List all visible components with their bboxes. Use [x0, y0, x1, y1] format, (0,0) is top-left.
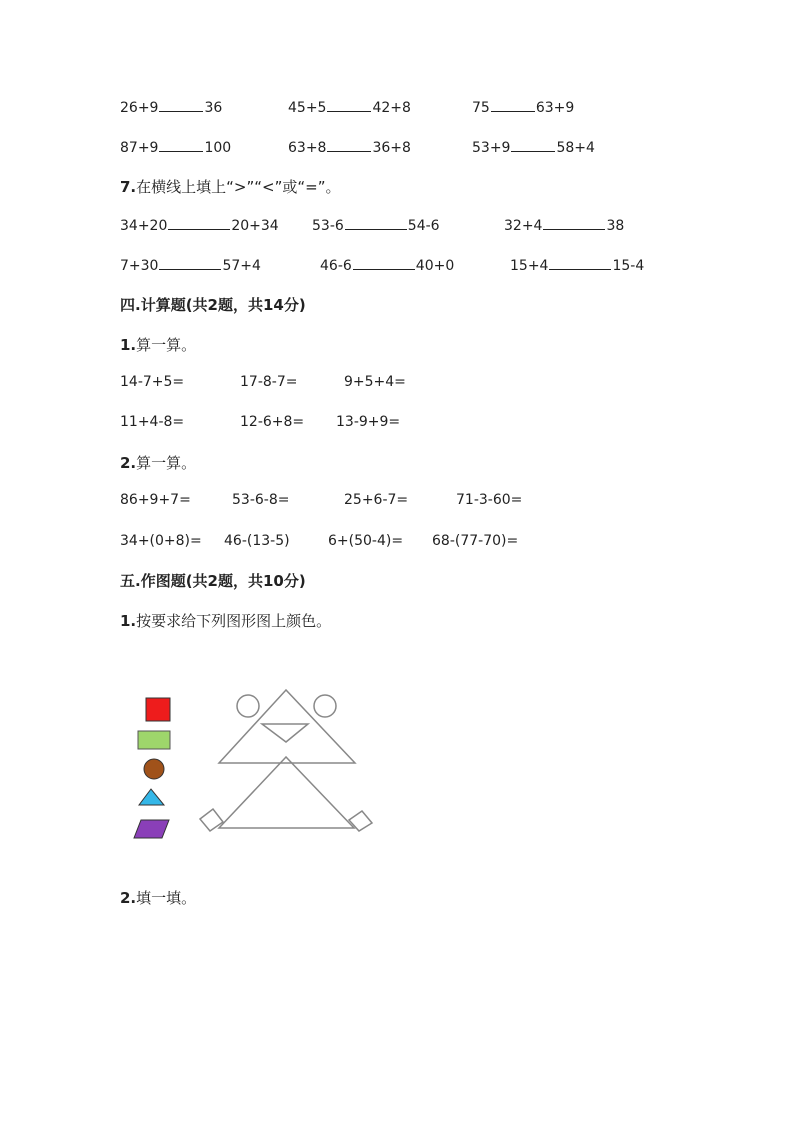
figure-right-ear-circle: [314, 695, 336, 717]
compare-item: 26+9 36: [120, 100, 223, 116]
calc-item: 17-8-7=: [240, 374, 298, 390]
legend-square-icon: [146, 698, 170, 721]
figure-nose-triangle: [262, 724, 308, 742]
calc-item: 25+6-7=: [344, 492, 409, 508]
compare-item: 75 63+9: [472, 100, 575, 116]
legend-rectangle-icon: [138, 731, 170, 749]
calc-item: 71-3-60=: [456, 492, 523, 508]
compare-item: 87+9 100: [120, 140, 232, 156]
calc-item: 6+(50-4)=: [328, 533, 404, 549]
calc-item: 86+9+7=: [120, 492, 191, 508]
compare-item: 32+4 38: [504, 218, 625, 234]
calc-item: 46-(13-5): [224, 533, 290, 549]
legend-triangle-icon: [139, 789, 164, 805]
section-5-question-1-title: 1.按要求给下列图形图上颜色。: [120, 612, 332, 630]
section-4-question-2-title: 2.算一算。: [120, 454, 197, 472]
calc-item: 9+5+4=: [344, 374, 406, 390]
compare-item: 34+20 20+34: [120, 218, 279, 234]
calc-item: 13-9+9=: [336, 414, 401, 430]
calc-item: 34+(0+8)=: [120, 533, 202, 549]
calc-item: 53-6-8=: [232, 492, 290, 508]
compare-item: 7+30 57+4: [120, 258, 261, 274]
section-4-heading: 四.计算题(共2题，共14分): [120, 296, 306, 314]
compare-item: 53+9 58+4: [472, 140, 595, 156]
calc-item: 14-7+5=: [120, 374, 185, 390]
question-7-title: 7.在横线上填上“>”“<”或“=”。: [120, 178, 341, 196]
section-5-heading: 五.作图题(共2题，共10分): [120, 572, 306, 590]
compare-item: 46-6 40+0: [320, 258, 455, 274]
legend-circle-icon: [144, 759, 164, 779]
figure-body-triangle: [219, 757, 354, 828]
section-5-question-2-title: 2.填一填。: [120, 889, 197, 907]
compare-item: 45+5 42+8: [288, 100, 411, 116]
legend-parallelogram-icon: [134, 820, 169, 838]
compare-item: 53-6 54-6: [312, 218, 440, 234]
section-4-question-1-title: 1.算一算。: [120, 336, 197, 354]
calc-item: 68-(77-70)=: [432, 533, 519, 549]
calc-item: 12-6+8=: [240, 414, 305, 430]
compare-item: 15+4 15-4: [510, 258, 645, 274]
figure-left-ear-circle: [237, 695, 259, 717]
calc-item: 11+4-8=: [120, 414, 185, 430]
compare-item: 63+8 36+8: [288, 140, 411, 156]
